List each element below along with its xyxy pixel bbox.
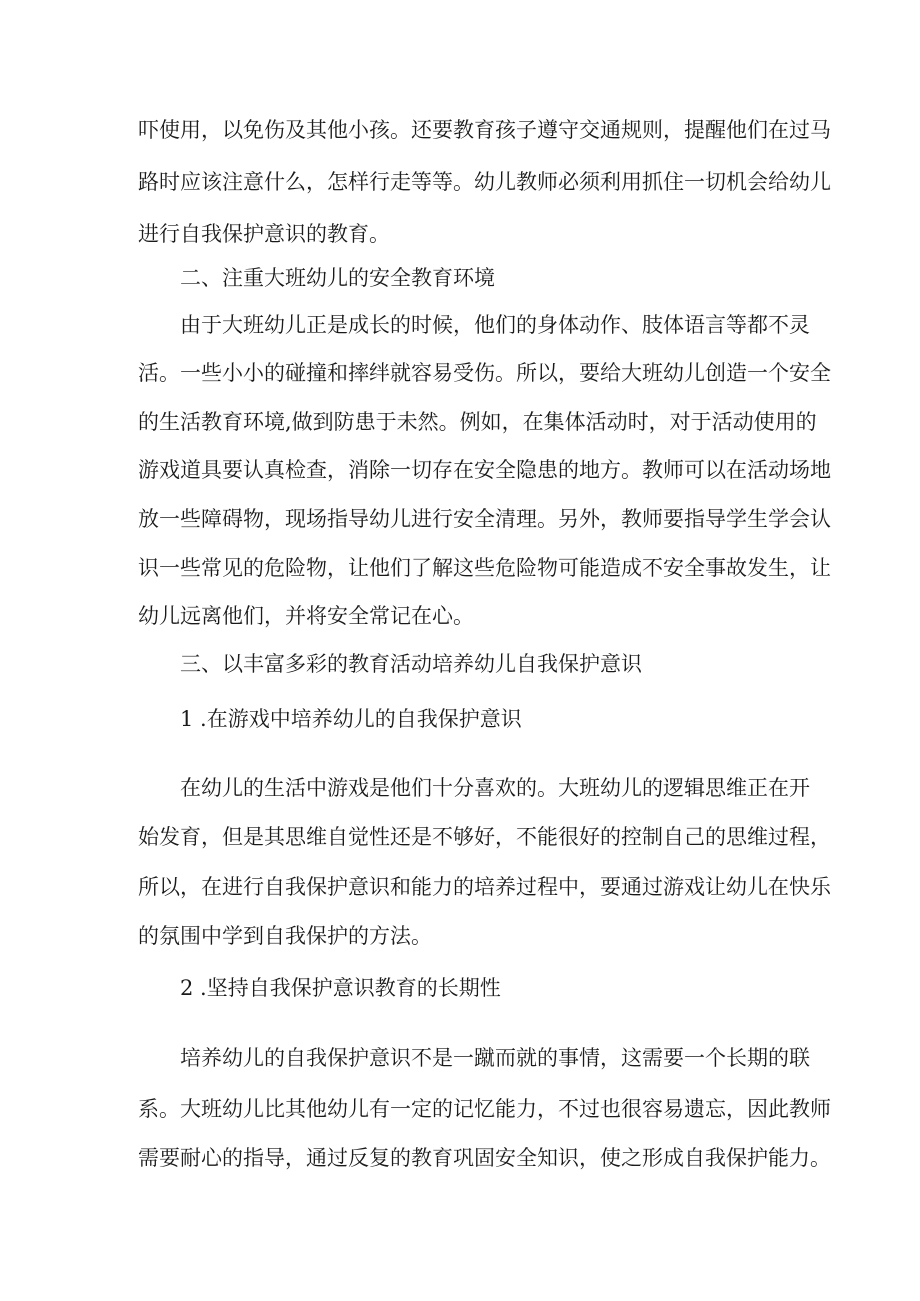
section-heading-3: 三、以丰富多彩的教育活动培养幼儿自我保护意识 (180, 652, 642, 676)
paragraph-2-line-6: 识一些常见的危险物，让他们了解这些危险物可能造成不安全事故发生，让 (138, 556, 831, 580)
subheading-3-1: 1 .在游戏中培养幼儿的自我保护意识 (180, 707, 522, 731)
paragraph-3-line-4: 的氛围中学到自我保护的方法。 (138, 924, 432, 948)
paragraph-2-line-5: 放一些障碍物，现场指导幼儿进行安全清理。另外，教师要指导学生学会认 (138, 507, 831, 531)
section-heading-2: 二、注重大班幼儿的安全教育环境 (180, 266, 495, 290)
paragraph-4-line-2: 系。大班幼儿比其他幼儿有一定的记忆能力，不过也很容易遗忘，因此教师 (138, 1097, 831, 1121)
paragraph-2-line-4: 游戏道具要认真检查，消除一切存在安全隐患的地方。教师可以在活动场地 (138, 458, 831, 482)
paragraph-3-line-1: 在幼儿的生活中游戏是他们十分喜欢的。大班幼儿的逻辑思维正在开 (180, 776, 810, 800)
paragraph-2-line-2: 活。一些小小的碰撞和摔绊就容易受伤。所以，要给大班幼儿创造一个安全 (138, 361, 831, 385)
paragraph-2-line-3: 的生活教育环境,做到防患于未然。例如，在集体活动时，对于活动使用的 (138, 410, 817, 434)
paragraph-1-line-2: 路时应该注意什么，怎样行走等等。幼儿教师必须利用抓住一切机会给幼儿 (138, 170, 831, 194)
paragraph-4-line-1: 培养幼儿的自我保护意识不是一蹴而就的事情，这需要一个长期的联 (180, 1046, 810, 1070)
paragraph-2-line-7: 幼儿远离他们，并将安全常记在心。 (138, 604, 474, 628)
paragraph-3-line-3: 所以，在进行自我保护意识和能力的培养过程中，要通过游戏让幼儿在快乐 (138, 875, 831, 899)
paragraph-1-line-1: 吓使用，以免伤及其他小孩。还要教育孩子遵守交通规则，提醒他们在过马 (138, 118, 831, 142)
paragraph-3-line-2: 始发育，但是其思维自觉性还是不够好，不能很好的控制自己的思维过程， (138, 825, 831, 849)
subheading-3-2: 2 .坚持自我保护意识教育的长期性 (180, 976, 501, 1000)
paragraph-1-line-3: 进行自我保护意识的教育。 (138, 222, 390, 246)
paragraph-4-line-3: 需要耐心的指导，通过反复的教育巩固安全知识，使之形成自我保护能力。 (138, 1146, 831, 1170)
paragraph-2-line-1: 由于大班幼儿正是成长的时候，他们的身体动作、肢体语言等都不灵 (180, 313, 810, 337)
